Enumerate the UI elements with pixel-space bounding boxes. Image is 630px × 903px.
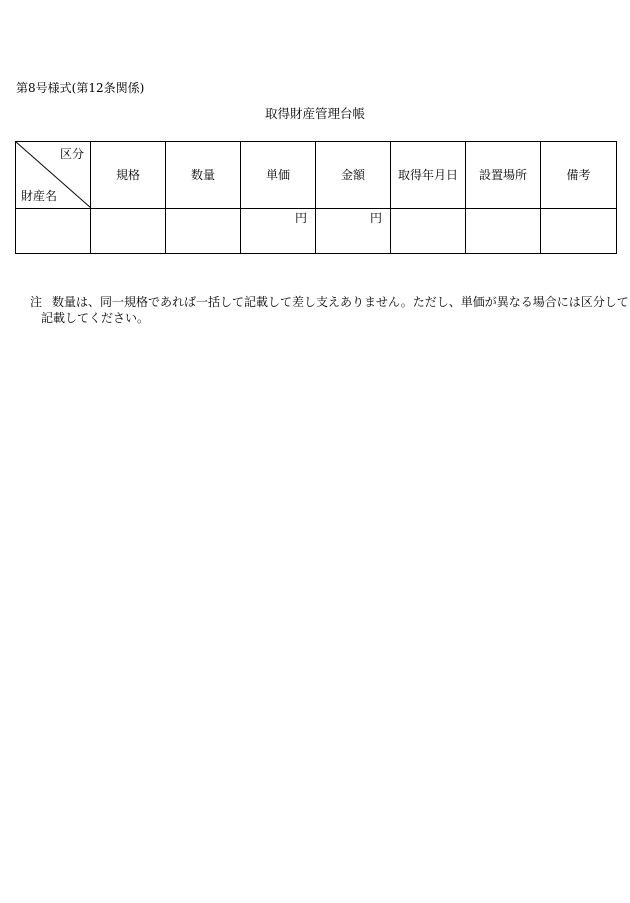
cell-remarks[interactable] (541, 209, 617, 254)
cell-acquisition-date[interactable] (391, 209, 466, 254)
column-header-location: 設置場所 (466, 142, 541, 209)
unit-price-suffix: 円 (294, 211, 307, 225)
footnote-line-1 (30, 294, 629, 310)
property-name-label: 財産名 (21, 189, 58, 203)
footnote-text-1: 数量は、同一規格であれば一括して記載して差し支えありません。ただし、単価が異なる場合には区分して (52, 295, 629, 309)
cell-quantity[interactable] (166, 209, 241, 254)
document-title: 取得財産管理台帳 (264, 106, 365, 121)
cell-unit-price[interactable] (241, 209, 316, 254)
cell-amount[interactable] (316, 209, 391, 254)
column-header-unit-price: 単価 (241, 142, 316, 209)
column-header-acquisition-date: 取得年月日 (391, 142, 466, 209)
footnote-label: 注 (30, 295, 43, 309)
cell-spec[interactable] (91, 209, 166, 254)
column-header-spec: 規格 (91, 142, 166, 209)
amount-suffix: 円 (369, 211, 382, 225)
footnote-text-2: 記載してください。 (41, 311, 150, 325)
table-row (16, 209, 617, 254)
cell-location[interactable] (466, 209, 541, 254)
column-header-remarks: 備考 (541, 142, 617, 209)
table-header-row (16, 142, 617, 209)
property-ledger-table (15, 141, 617, 254)
column-header-quantity: 数量 (166, 142, 241, 209)
category-label: 区分 (59, 147, 84, 161)
corner-header-cell (16, 142, 91, 209)
footnote-line-2 (30, 310, 620, 326)
form-number: 第8号様式(第12条関係) (16, 81, 145, 95)
column-header-amount: 金額 (316, 142, 391, 209)
footnote (30, 294, 629, 326)
cell-property-name[interactable] (16, 209, 91, 254)
